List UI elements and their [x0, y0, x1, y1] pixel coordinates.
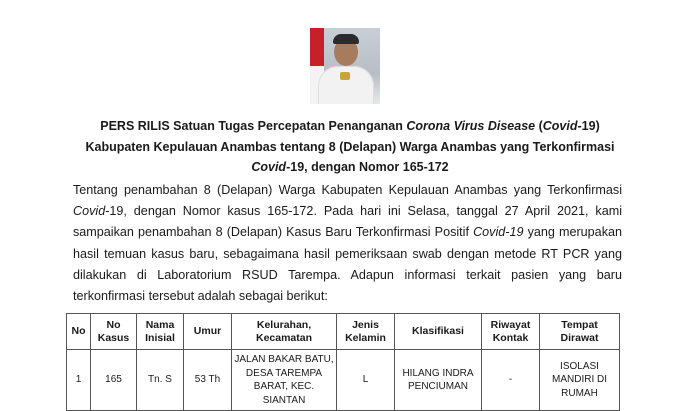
press-release-title	[80, 116, 620, 178]
cell-tempat-dirawat: ISOLASI MANDIRI DI RUMAH	[540, 350, 620, 411]
col-no-kasus: No Kasus	[91, 314, 137, 350]
col-riwayat-kontak: Riwayat Kontak	[482, 314, 540, 350]
col-jenis-kelamin: Jenis Kelamin	[337, 314, 395, 350]
cell-klasifikasi: HILANG INDRA PENCIUMAN	[395, 350, 482, 411]
col-klasifikasi: Klasifikasi	[395, 314, 482, 350]
col-umur: Umur	[184, 314, 232, 350]
col-nama-inisial: Nama Inisial	[137, 314, 184, 350]
cell-no-kasus: 165	[91, 350, 137, 411]
cap	[333, 34, 359, 44]
official-portrait-photo	[310, 28, 380, 104]
table-header-row	[67, 314, 620, 350]
body-paragraph: Tentang penambahan 8 (Delapan) Warga Kabupaten Kepulauan Anambas yang Terkonfirmasi Covid-19, dengan Nomor kasus 165-172. Pada hari ini Selasa, tanggal 27 April 2021, kami sampaikan penambahan 8 (Delapan) Kasus Baru Terkonfirmasi Positif Covid-19 yang merupakan hasil temuan kasus baru, sebagaimana hasil pemeriksaan swab dengan metode RT PCR yang dilakukan di Laboratorium RSUD Tarempa. Adapun informasi terkait pasien yang baru terkonfirmasi tersebut adalah sebagai berikut:	[73, 183, 622, 304]
title-line-1: PERS RILIS Satuan Tugas Percepatan Penanganan Corona Virus Disease (Covid-19)	[100, 119, 600, 133]
col-kelurahan: Kelurahan, Kecamatan	[232, 314, 337, 350]
cell-riwayat-kontak: -	[482, 350, 540, 411]
cell-nama-inisial: Tn. S	[137, 350, 184, 411]
title-line-2: Kabupaten Kepulauan Anambas tentang 8 (Delapan) Warga Anambas yang Terkonfirmasi	[85, 139, 615, 154]
title-line-3: Covid-19, dengan Nomor 165-172	[251, 160, 449, 174]
cell-no: 1	[67, 350, 91, 411]
table-row	[67, 350, 620, 411]
cell-jenis-kelamin: L	[337, 350, 395, 411]
cell-kelurahan: JALAN BAKAR BATU, DESA TAREMPA BARAT, KEC. SIANTAN	[232, 350, 337, 411]
col-no: No	[67, 314, 91, 350]
badge	[340, 72, 350, 80]
cell-umur: 53 Th	[184, 350, 232, 411]
col-tempat-dirawat: Tempat Dirawat	[540, 314, 620, 350]
case-table	[66, 313, 620, 411]
